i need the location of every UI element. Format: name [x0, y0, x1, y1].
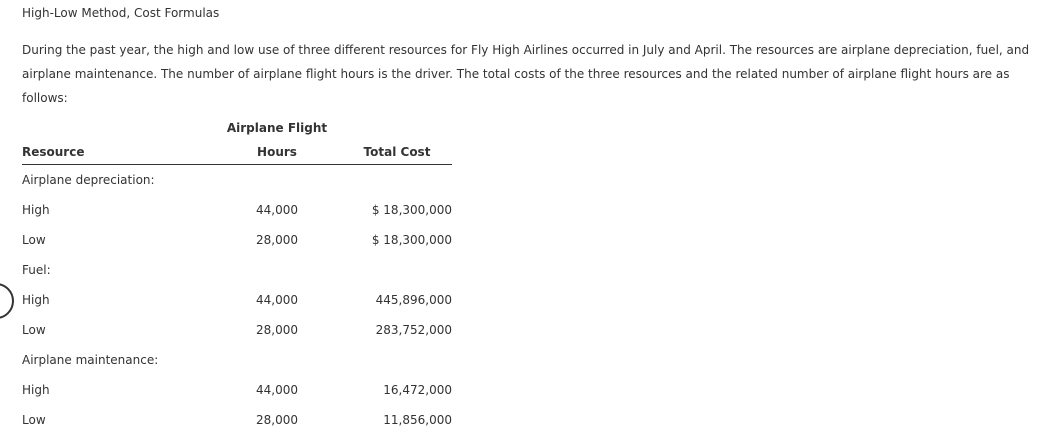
group-row [22, 255, 452, 285]
table-row [22, 225, 452, 255]
level-cell: High [22, 203, 50, 217]
group-row [22, 345, 452, 375]
cost-cell: $ 18,300,000 [371, 233, 452, 247]
level-cell: High [22, 383, 50, 397]
header-hours-line2: Hours [212, 140, 342, 165]
group-label: Fuel: [22, 263, 51, 277]
table-row [22, 405, 452, 435]
level-cell: Low [22, 323, 46, 337]
header-hours-line1: Airplane Flight [226, 121, 328, 135]
header-resource: Resource [22, 140, 212, 165]
cost-cell: 16,472,000 [383, 383, 452, 397]
intro-paragraph: During the past year, the high and low use of three different resources for Fly High Airlines occurred in July and April. The resources are airplane depreciation, fuel, and airplane maintenance. The number of airplane flight hours is the driver. The total costs of the three resources and the related number of airplane flight hours are as follows: [22, 43, 1030, 105]
level-cell: Low [22, 233, 46, 247]
circle-marker-icon [0, 283, 14, 319]
group-row [22, 165, 452, 196]
cost-cell: 11,856,000 [383, 413, 452, 427]
cost-cell: 445,896,000 [375, 293, 452, 307]
hours-cell: 44,000 [256, 203, 298, 217]
hours-cell: 28,000 [256, 413, 298, 427]
cost-cell: 283,752,000 [375, 323, 452, 337]
hours-cell: 28,000 [256, 233, 298, 247]
level-cell: High [22, 293, 50, 307]
group-label: Airplane maintenance: [22, 353, 159, 367]
table-row [22, 315, 452, 345]
table-row [22, 285, 452, 315]
table-row [22, 375, 452, 405]
cost-data-table [22, 116, 452, 435]
table-row [22, 195, 452, 225]
document-title: High-Low Method, Cost Formulas [22, 6, 220, 20]
hours-cell: 28,000 [256, 323, 298, 337]
header-total-cost: Total Cost [342, 140, 452, 165]
level-cell: Low [22, 413, 46, 427]
cost-cell: $ 18,300,000 [371, 203, 452, 217]
hours-cell: 44,000 [256, 293, 298, 307]
hours-cell: 44,000 [256, 383, 298, 397]
group-label: Airplane depreciation: [22, 173, 155, 187]
